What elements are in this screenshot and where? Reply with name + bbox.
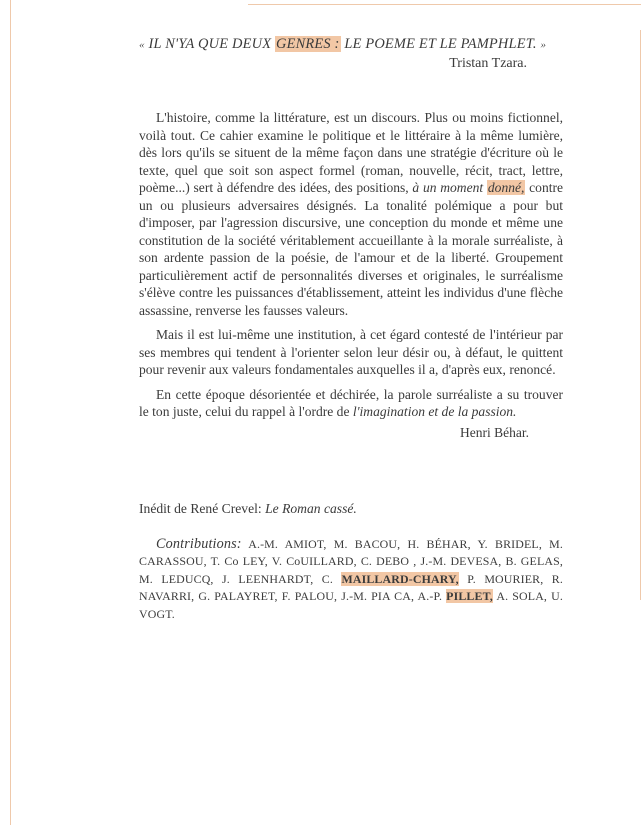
highlight-genres: GENRES : (276, 36, 340, 52)
document-page (139, 36, 563, 623)
contributions-label: Contributions: (156, 535, 242, 552)
paragraph-1: L'histoire, comme la littérature, est un discours. Plus ou moins fictionnel, voilà tout. Ce cahier examine le politique et le littéraire à la même lumière, dès lors qu'ils se situent de la même façon dans une stratégie d'écriture où le texte, quel que soit son aspect formel (roman, nouvelle, récit, tract, lettre, poème...) sert à défendre des idées, des positions, à un moment donné, contre un ou plusieurs adversaires désignés. La tonalité polémique a pour but d'imposer, par l'agression discursive, une conception du monde et même une constitution de la société véritablement accueillante à la morale surréaliste, à son ardente passion de la poésie, de l'amour et de la liberté. Groupement particulièrement actif de personnalités diverses et originales, le surréalisme s'élève contre les puissances d'établissement, atteint les individus d'une flèche assassine, renverse les fausses valeurs. (139, 110, 564, 318)
contributions-list: Contributions: A.-M. AMIOT, M. BACOU, H. BÉHAR, Y. BRIDEL, M. CARASSOU, T. Co LEY, V. CoUILLARD, C. DEBO , J.-M. DEVESA, B. GELAS, M. LEDUCQ, J. LEENHARDT, C. MAILLARD-CHARY, P. MOURIER, R. NAVARRI, G. PALAYRET, F. PALOU, J.-M. PIA CA, A.-P. PILLET, A. SOLA, U. VOGT. (139, 535, 563, 621)
editor-signature: Henri Béhar. (460, 424, 529, 440)
main-text (139, 109, 563, 421)
epigraph-text-2: LE POEME ET LE PAMPHLET. (340, 36, 537, 52)
highlight-donne: donné, (487, 180, 525, 195)
epigraph-text-1: IL N'YA QUE DEUX (148, 36, 275, 52)
inedit-title: Le Roman cassé. (265, 500, 357, 516)
highlight-pillet: PILLET, (446, 589, 493, 603)
epigraph-quote: « IL N'YA QUE DEUX GENRES : LE POEME ET LE PAMPHLET. » (139, 36, 547, 52)
paragraph-2: Mais il est lui-même une institution, à cet égard contesté de l'intérieur par ses membres qui tendent à l'orienter selon leur désir ou, à défaut, le quittent pour revenir aux valeurs fondamentales auxquelles il a, d'après eux, renoncé. (139, 327, 563, 377)
highlight-maillard-chary: MAILLARD-CHARY, (341, 571, 459, 586)
top-margin-rule (248, 4, 641, 5)
right-margin-rule (640, 30, 641, 600)
paragraph-3: En cette époque désorientée et déchirée, la parole surréaliste a su trouver le ton juste, celui du rappel à l'ordre de l'imagination et de la passion. (139, 386, 563, 419)
inedit-line: Inédit de René Crevel: Le Roman cassé. (139, 500, 357, 516)
left-margin-rule (10, 0, 11, 825)
epigraph-author: Tristan Tzara. (449, 56, 527, 71)
